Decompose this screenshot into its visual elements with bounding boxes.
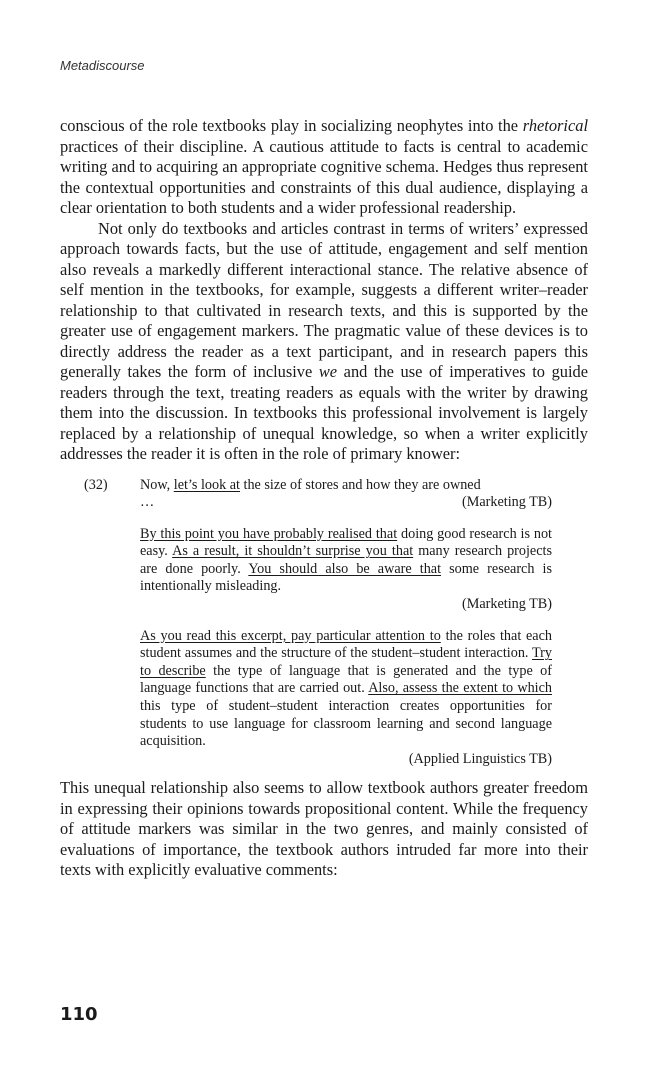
text-run: Not only do textbooks and articles contrast in terms of writers’ expressed approach towards facts, but the use of attitude, engagement and self mention also reveals a markedly different interactional stance. The relative absence of self mention in the textbooks, for example, suggests a different writer–reader relationship to that cultivated in research texts, and this is supported by the greater use of engagement markers. The pragmatic value of these devices is to directly address the reader as a text participant, and in research papers this generally takes the form of inclusive: [60, 218, 588, 381]
ellipsis: …: [140, 494, 155, 511]
example-source: (Applied Linguistics TB): [408, 750, 552, 767]
underlined-marker: Try to describe: [140, 645, 552, 679]
example-32: [60, 477, 588, 769]
page-number: 110: [60, 1004, 98, 1025]
underlined-marker: You should also be aware that: [248, 560, 442, 577]
example-number: (32): [84, 476, 108, 493]
text-run: many research projects are done poorly.: [140, 543, 552, 577]
example-item: [84, 476, 552, 512]
underlined-marker: As a result, it shouldn’t surprise you that: [172, 543, 414, 560]
text-run: the type of language that is generated and the type of language functions that are carried out.: [140, 662, 552, 697]
underlined-marker: Also, assess the extent to which: [368, 680, 553, 697]
example-source: (Marketing TB): [462, 494, 552, 511]
body-text: [60, 116, 588, 881]
italic-term: we: [318, 362, 338, 381]
paragraph-continuation: [60, 116, 588, 219]
text-run: practices of their discipline. A cautious attitude to facts is central to academic writing and to acquiring an appropriate cognitive schema. Hedges thus represent the contextual opportunities and constraints of this dual audience, displaying a clear orientation to both students and a wider professional readership.: [60, 136, 588, 217]
example-item: [140, 526, 552, 614]
example-source: (Marketing TB): [462, 596, 552, 613]
running-head: Metadiscourse: [60, 58, 145, 73]
underlined-marker: As you read this excerpt, pay particular attention to: [140, 627, 441, 644]
text-run: the size of stores and how they are owned: [239, 476, 481, 493]
text-run: this type of student–student interaction creates opportunities for students to use language for classroom learning and second language acquisition.: [140, 698, 552, 750]
italic-term: rhetorical: [522, 116, 588, 135]
text-run: and the use of imperatives to guide readers through the text, treating readers as equals with the writer by drawing them into the discussion. In textbooks this professional involvement is largely replaced by a relationship of unequal knowledge, so when a writer explicitly addresses the reader it is often in the role of primary knower:: [60, 362, 588, 463]
text-run: the roles that each student assumes and the structure of the student–student interaction.: [140, 627, 552, 662]
text-run: conscious of the role textbooks play in socializing neophytes into the: [60, 116, 523, 135]
paragraph-engagement: [60, 219, 588, 465]
underlined-marker: let’s look at: [173, 476, 240, 493]
text-run: Now,: [140, 476, 174, 493]
example-item: [140, 628, 552, 769]
text-run: doing good research is not easy.: [140, 525, 552, 560]
text-run: some research is intentionally misleading.: [140, 560, 552, 595]
paragraph-attitude: This unequal relationship also seems to allow textbook authors greater freedom in expressing their opinions towards propositional content. While the frequency of attitude markers was similar in the two genres, and mainly consisted of evaluations of importance, the textbook authors intruded far more into their texts with explicitly evaluative comments:: [60, 778, 588, 880]
example-line: [140, 494, 552, 512]
underlined-marker: By this point you have probably realised that: [140, 525, 398, 542]
